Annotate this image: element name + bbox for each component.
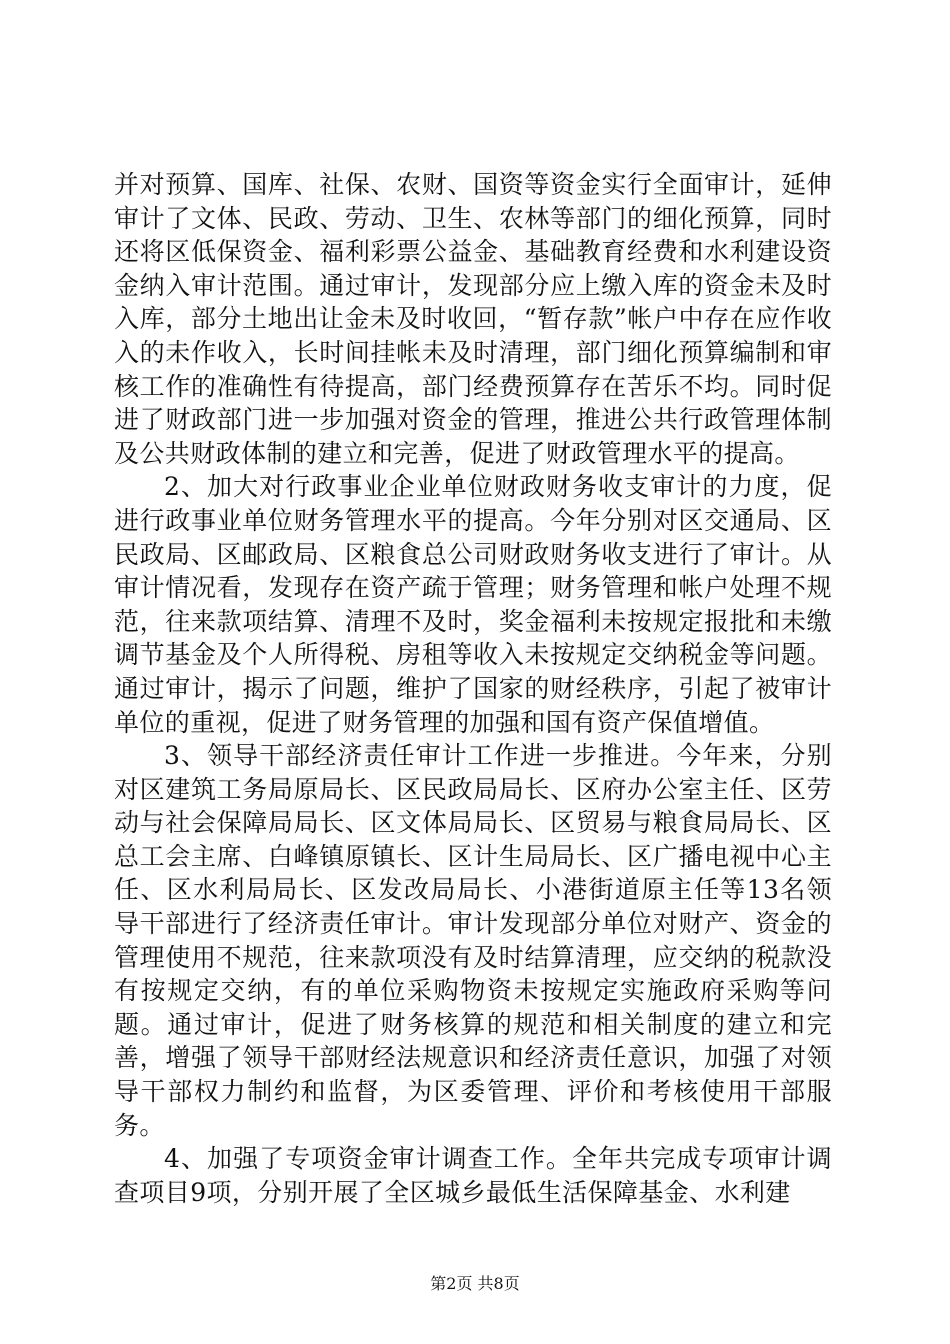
document-body — [114, 168, 832, 1209]
paragraph-continued: 并对预算、国库、社保、农财、国资等资金实行全面审计，延伸审计了文体、民政、劳动、卫生、农林等部门的细化预算，同时还将区低保资金、福利彩票公益金、基础教育经费和水利建设资金纳入审计范围。通过审计，发现部分应上缴入库的资金未及时入库，部分土地出让金未及时收回，“暂存款”帐户中存在应作收入的未作收入，长时间挂帐未及时清理，部门细化预算编制和审核工作的准确性有待提高，部门经费预算存在苦乐不均。同时促进了财政部门进一步加强对资金的管理，推进公共行政管理体制及公共财政体制的建立和完善，促进了财政管理水平的提高。 — [114, 170, 832, 468]
paragraph-item-3: 3、领导干部经济责任审计工作进一步推进。今年来，分别对区建筑工务局原局长、区民政局局长、区府办公室主任、区劳动与社会保障局局长、区文体局局长、区贸易与粮食局局长、区总工会主席、白峰镇原镇长、区计生局局长、区广播电视中心主任、区水利局局长、区发改局局长、小港街道原主任等13名领导干部进行了经济责任审计。审计发现部分单位对财产、资金的管理使用不规范，往来款项没有及时结算清理，应交纳的税款没有按规定交纳，有的单位采购物资未按规定实施政府采购等问题。通过审计，促进了财务核算的规范和相关制度的建立和完善，增强了领导干部财经法规意识和经济责任意识，加强了对领导干部权力制约和监督，为区委管理、评价和考核使用干部服务。 — [114, 741, 832, 1140]
paragraph-item-2: 2、加大对行政事业企业单位财政财务收支审计的力度，促进行政事业单位财务管理水平的提高。今年分别对区交通局、区民政局、区邮政局、区粮食总公司财政财务收支进行了审计。从审计情况看，发现存在资产疏于管理；财务管理和帐户处理不规范，往来款项结算、清理不及时，奖金福利未按规定报批和未缴调节基金及个人所得税、房租等收入未按规定交纳税金等问题。通过审计，揭示了问题，维护了国家的财经秩序，引起了被审计单位的重视，促进了财务管理的加强和国有资产保值增值。 — [114, 472, 832, 737]
page-number-footer: 第2页 共8页 — [430, 1274, 520, 1293]
paragraph-item-4: 4、加强了专项资金审计调查工作。全年共完成专项审计调查项目9项，分别开展了全区城乡最低生活保障基金、水利建 — [114, 1144, 832, 1207]
